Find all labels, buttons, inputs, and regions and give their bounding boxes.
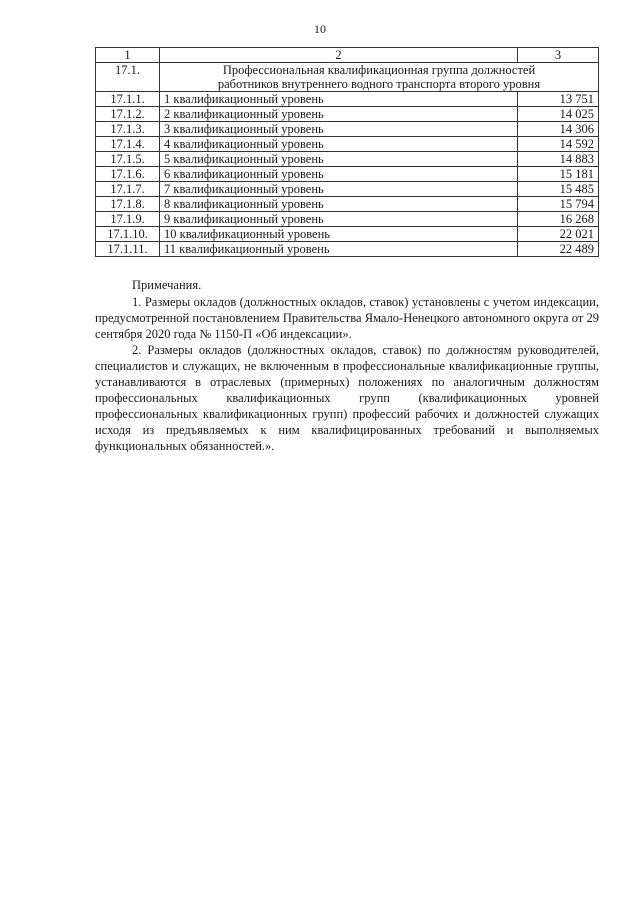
row-salary: 16 268 bbox=[518, 212, 599, 227]
group-title-line-2: работников внутреннего водного транспорта второго уровня bbox=[217, 77, 541, 91]
row-level: 2 квалификационный уровень bbox=[160, 107, 518, 122]
row-code: 17.1.4. bbox=[96, 137, 160, 152]
row-code: 17.1.6. bbox=[96, 167, 160, 182]
row-level: 1 квалификационный уровень bbox=[160, 92, 518, 107]
page-number: 10 bbox=[314, 22, 326, 36]
row-code: 17.1.7. bbox=[96, 182, 160, 197]
header-col-1: 1 bbox=[96, 48, 160, 63]
header-col-3: 3 bbox=[518, 48, 599, 63]
row-level: 3 квалификационный уровень bbox=[160, 122, 518, 137]
row-code: 17.1.2. bbox=[96, 107, 160, 122]
table-header-row bbox=[96, 48, 599, 63]
notes-title: Примечания. bbox=[132, 278, 202, 292]
group-title bbox=[160, 63, 599, 92]
row-level: 4 квалификационный уровень bbox=[160, 137, 518, 152]
table-row bbox=[96, 122, 599, 137]
table-row bbox=[96, 212, 599, 227]
row-level: 6 квалификационный уровень bbox=[160, 167, 518, 182]
row-code: 17.1.1. bbox=[96, 92, 160, 107]
row-salary: 15 181 bbox=[518, 167, 599, 182]
row-code: 17.1.5. bbox=[96, 152, 160, 167]
row-level: 11 квалификационный уровень bbox=[160, 242, 518, 257]
row-salary: 14 592 bbox=[518, 137, 599, 152]
table-row bbox=[96, 107, 599, 122]
group-title-line-1: Профессиональная квалификационная группа должностей bbox=[222, 63, 536, 77]
table-row bbox=[96, 152, 599, 167]
row-salary: 15 794 bbox=[518, 197, 599, 212]
group-code: 17.1. bbox=[96, 63, 160, 92]
table-row bbox=[96, 182, 599, 197]
row-salary: 15 485 bbox=[518, 182, 599, 197]
header-col-2: 2 bbox=[160, 48, 518, 63]
row-salary: 22 489 bbox=[518, 242, 599, 257]
row-code: 17.1.3. bbox=[96, 122, 160, 137]
table-row bbox=[96, 242, 599, 257]
note-item-2: 2. Размеры окладов (должностных окладов, ставок) по должностям руководителей, специалистов и служащих, не включенным в профессиональные квалификационные группы, устанавливаются в отраслевых (примерных) положениях по аналогичным должностям профессиональных квалификационных групп (квалификационных уровней профессиональных квалификационных групп) профессий рабочих и должностей служащих исходя из предъявляемых к ним квалифицированных требований и выполняемых функциональных обязанностей.». bbox=[95, 343, 599, 453]
row-code: 17.1.11. bbox=[96, 242, 160, 257]
row-salary: 14 306 bbox=[518, 122, 599, 137]
table-row bbox=[96, 92, 599, 107]
row-code: 17.1.9. bbox=[96, 212, 160, 227]
row-code: 17.1.8. bbox=[96, 197, 160, 212]
row-salary: 13 751 bbox=[518, 92, 599, 107]
table-row bbox=[96, 167, 599, 182]
row-salary: 14 025 bbox=[518, 107, 599, 122]
notes-section bbox=[95, 277, 599, 454]
row-level: 7 квалификационный уровень bbox=[160, 182, 518, 197]
salary-table bbox=[95, 47, 599, 257]
row-salary: 22 021 bbox=[518, 227, 599, 242]
group-row bbox=[96, 63, 599, 92]
row-level: 10 квалификационный уровень bbox=[160, 227, 518, 242]
row-level: 5 квалификационный уровень bbox=[160, 152, 518, 167]
table-row bbox=[96, 137, 599, 152]
table-row bbox=[96, 227, 599, 242]
note-item-1: 1. Размеры окладов (должностных окладов, ставок) установлены с учетом индексации, предусмотренной постановлением Правительства Ямало-Ненецкого автономного округа от 29 сентября 2020 года № 1150-П «Об индексации». bbox=[95, 295, 599, 341]
table-row bbox=[96, 197, 599, 212]
row-level: 8 квалификационный уровень bbox=[160, 197, 518, 212]
row-code: 17.1.10. bbox=[96, 227, 160, 242]
row-salary: 14 883 bbox=[518, 152, 599, 167]
row-level: 9 квалификационный уровень bbox=[160, 212, 518, 227]
